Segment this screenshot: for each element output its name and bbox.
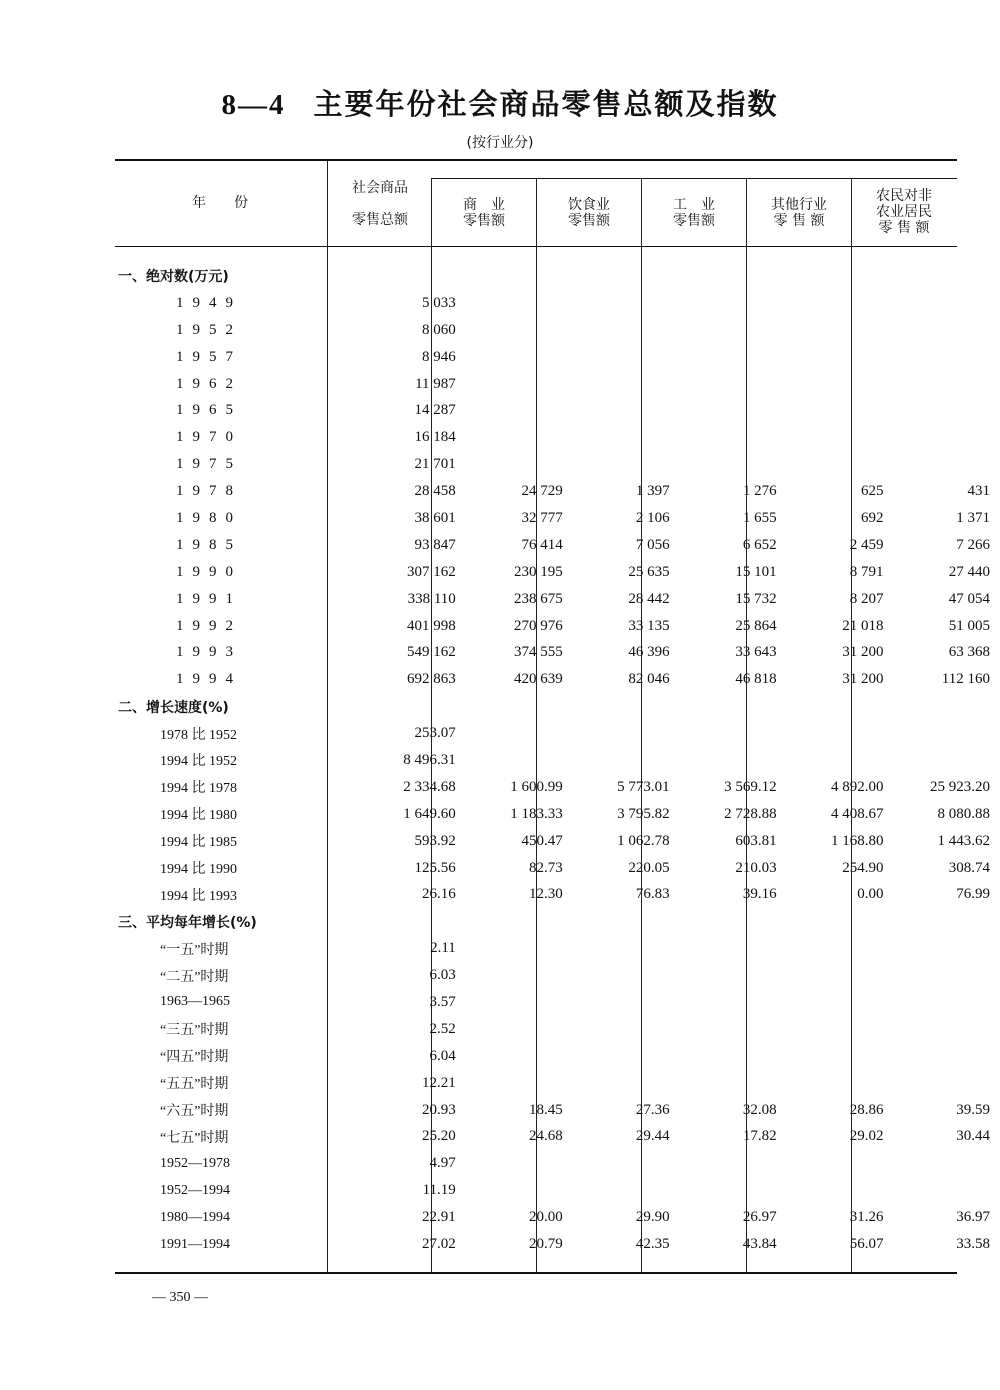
- cell-value: [680, 290, 787, 317]
- table-row: [118, 1177, 1000, 1204]
- cell-value: 593.92: [414, 832, 456, 849]
- cell-value: [573, 397, 680, 424]
- cell-value: 6.04: [429, 1047, 456, 1064]
- cell-value: 5 773.01: [617, 778, 670, 795]
- row-label: “一五”时期: [160, 942, 229, 958]
- cell-value: [680, 397, 787, 424]
- row-label: 1994 比 1952: [160, 754, 237, 770]
- cell-value: 692: [861, 509, 884, 526]
- cell-value: 29.02: [849, 1128, 884, 1145]
- cell-value: 7 266: [956, 536, 990, 553]
- cell-value: 46 396: [628, 644, 670, 661]
- cell-value: [466, 344, 573, 371]
- row-label: 1994 比 1980: [160, 808, 237, 824]
- table-row: [118, 1231, 1000, 1258]
- cell-value: 24 729: [521, 483, 563, 500]
- cell-value: 7 056: [635, 536, 670, 553]
- cell-value: 28 442: [628, 590, 670, 607]
- cell-value: 420 639: [513, 671, 563, 688]
- row-label: 1992: [176, 617, 242, 634]
- row-label: 1990: [176, 563, 242, 580]
- cell-value: [466, 1043, 573, 1070]
- cell-value: [894, 344, 1000, 371]
- cell-value: 112 160: [941, 671, 990, 688]
- cell-value: [680, 451, 787, 478]
- cell-value: [787, 290, 894, 317]
- row-label: 1980: [176, 509, 242, 526]
- cell-value: [573, 317, 680, 344]
- cell-value: [466, 397, 573, 424]
- cell-value: [680, 1177, 787, 1204]
- cell-value: 21 701: [414, 456, 456, 473]
- section-row: [118, 693, 1000, 720]
- cell-value: 93 847: [414, 536, 456, 553]
- cell-value: [894, 1150, 1000, 1177]
- cell-value: [573, 424, 680, 451]
- section-heading: 一、绝对数(万元): [118, 269, 229, 286]
- cell-value: [787, 317, 894, 344]
- cell-value: 24.68: [528, 1128, 563, 1145]
- row-label: “五五”时期: [160, 1077, 229, 1093]
- row-label: “三五”时期: [160, 1023, 229, 1039]
- cell-value: [787, 720, 894, 747]
- cell-value: 36.97: [956, 1209, 990, 1226]
- cell-value: 1 649.60: [403, 805, 456, 822]
- table-row: [118, 424, 1000, 451]
- cell-value: 210.03: [735, 859, 777, 876]
- cell-value: 28.86: [849, 1101, 884, 1118]
- row-label: 1991—1994: [160, 1236, 230, 1252]
- cell-value: [680, 720, 787, 747]
- cell-value: [573, 720, 680, 747]
- cell-value: 29.44: [635, 1128, 670, 1145]
- cell-value: 22.91: [422, 1209, 456, 1226]
- row-label: 1994 比 1978: [160, 781, 237, 797]
- row-label: “七五”时期: [160, 1130, 229, 1146]
- cell-value: [894, 720, 1000, 747]
- cell-value: 31 200: [842, 671, 884, 688]
- row-label: 1962: [176, 375, 242, 392]
- cell-value: 374 555: [513, 644, 563, 661]
- cell-value: [466, 989, 573, 1016]
- cell-value: 20.93: [422, 1101, 456, 1118]
- cell-value: 12.21: [422, 1074, 456, 1091]
- row-label: 1952—1978: [160, 1155, 230, 1171]
- cell-value: 30.44: [956, 1128, 990, 1145]
- table-row: [118, 855, 1000, 882]
- table-row: [118, 828, 1000, 855]
- cell-value: 338 110: [407, 590, 456, 607]
- cell-value: [787, 962, 894, 989]
- cell-value: 42.35: [635, 1236, 670, 1252]
- bottom-rule: [115, 1272, 957, 1274]
- cell-value: 46 818: [735, 671, 777, 688]
- cell-value: [466, 1016, 573, 1043]
- cell-value: 82 046: [628, 671, 670, 688]
- cell-value: [573, 747, 680, 774]
- table-row: [118, 451, 1000, 478]
- cell-value: 2 459: [849, 536, 884, 553]
- cell-value: [573, 344, 680, 371]
- cell-value: 4 892.00: [831, 778, 884, 795]
- cell-value: [680, 989, 787, 1016]
- cell-value: 27 440: [948, 563, 990, 580]
- cell-value: 2 106: [635, 509, 670, 526]
- cell-value: 1 168.80: [831, 832, 884, 849]
- cell-value: 32.08: [742, 1101, 777, 1118]
- cell-value: 20.79: [528, 1236, 563, 1252]
- cell-value: 15 101: [735, 563, 777, 580]
- cell-value: [894, 371, 1000, 398]
- cell-value: 6 652: [742, 536, 777, 553]
- cell-value: [894, 1070, 1000, 1097]
- section-heading: 三、平均每年增长(%): [118, 914, 257, 931]
- cell-value: 1 600.99: [510, 778, 563, 795]
- header-total: 社会商品 零售总额: [352, 180, 408, 228]
- cell-value: [787, 397, 894, 424]
- cell-value: [894, 1177, 1000, 1204]
- cell-value: [894, 962, 1000, 989]
- section-row: [118, 908, 1000, 935]
- cell-value: [466, 935, 573, 962]
- cell-value: 33 135: [628, 617, 670, 634]
- cell-value: 26.97: [742, 1209, 777, 1226]
- section-heading: 二、增长速度(%): [118, 699, 229, 716]
- header-farmers: 农民对非 农业居民 零 售 额: [876, 188, 932, 236]
- cell-value: 2 334.68: [403, 778, 456, 795]
- table-title: 主要年份社会商品零售总额及指数: [313, 87, 779, 121]
- cell-value: [466, 1150, 573, 1177]
- table-row: [118, 290, 1000, 317]
- cell-value: 18.45: [528, 1101, 563, 1118]
- cell-value: 15 732: [735, 590, 777, 607]
- cell-value: [680, 962, 787, 989]
- cell-value: [466, 1070, 573, 1097]
- cell-value: 20.00: [528, 1209, 563, 1226]
- cell-value: 270 976: [513, 617, 563, 634]
- cell-value: 307 162: [407, 563, 456, 580]
- cell-value: 3 569.12: [724, 778, 777, 795]
- table-row: [118, 613, 1000, 640]
- row-label: “二五”时期: [160, 969, 229, 985]
- cell-value: 11 987: [415, 375, 456, 392]
- cell-value: 8 080.88: [937, 805, 990, 822]
- cell-value: [894, 747, 1000, 774]
- header-commerce: 商 业 零售额: [463, 197, 505, 229]
- table-row: [118, 586, 1000, 613]
- cell-value: [787, 989, 894, 1016]
- cell-value: 6.03: [429, 967, 456, 984]
- cell-value: [680, 935, 787, 962]
- cell-value: [787, 451, 894, 478]
- cell-value: 625: [861, 483, 884, 500]
- page-title: [0, 82, 1000, 123]
- cell-value: [894, 451, 1000, 478]
- table-row: [118, 397, 1000, 424]
- cell-value: [573, 451, 680, 478]
- row-label: 1994 比 1985: [160, 835, 237, 851]
- cell-value: [787, 1070, 894, 1097]
- cell-value: [680, 1150, 787, 1177]
- cell-value: 125.56: [414, 859, 456, 876]
- cell-value: 25 923.20: [930, 778, 990, 795]
- cell-value: [573, 1043, 680, 1070]
- cell-value: 17.82: [742, 1128, 777, 1145]
- row-label: 1993: [176, 644, 242, 661]
- table-row: [118, 639, 1000, 666]
- cell-value: 8 496.31: [403, 751, 456, 768]
- page-number: — 350 —: [152, 1290, 208, 1305]
- cell-value: [466, 290, 573, 317]
- cell-value: [894, 1016, 1000, 1043]
- cell-value: 33.58: [956, 1236, 990, 1252]
- row-label: 1991: [176, 590, 242, 607]
- cell-value: [680, 317, 787, 344]
- row-label: 1994 比 1990: [160, 862, 237, 878]
- cell-value: 8 791: [849, 563, 884, 580]
- cell-value: 450.47: [521, 832, 563, 849]
- cell-value: 32 777: [521, 509, 563, 526]
- cell-value: 308.74: [948, 859, 990, 876]
- cell-value: 1 655: [742, 509, 777, 526]
- cell-value: [573, 371, 680, 398]
- cell-value: [573, 935, 680, 962]
- table-row: [118, 801, 1000, 828]
- header-year: 年 份: [192, 195, 248, 211]
- cell-value: 33 643: [735, 644, 777, 661]
- cell-value: 4.97: [429, 1155, 456, 1172]
- cell-value: [787, 747, 894, 774]
- cell-value: 47 054: [948, 590, 990, 607]
- cell-value: [573, 1177, 680, 1204]
- table-row: [118, 559, 1000, 586]
- top-rule: [115, 159, 957, 161]
- cell-value: 692 863: [407, 671, 456, 688]
- table-row: [118, 720, 1000, 747]
- cell-value: 1 397: [635, 483, 670, 500]
- table-row: [118, 1043, 1000, 1070]
- table-row: [118, 344, 1000, 371]
- cell-value: 254.90: [842, 859, 884, 876]
- cell-value: 8 060: [422, 321, 456, 338]
- cell-value: 220.05: [628, 859, 670, 876]
- cell-value: 39.16: [742, 886, 777, 903]
- table-row: [118, 962, 1000, 989]
- cell-value: [573, 1016, 680, 1043]
- row-label: “四五”时期: [160, 1050, 229, 1066]
- cell-value: 25.20: [422, 1128, 456, 1145]
- cell-value: 2.11: [430, 940, 456, 957]
- cell-value: [573, 1150, 680, 1177]
- table-row: [118, 1097, 1000, 1124]
- table-row: [118, 881, 1000, 908]
- cell-value: 401 998: [407, 617, 456, 634]
- cell-value: [680, 1070, 787, 1097]
- cell-value: 82.73: [528, 859, 563, 876]
- row-label: 1952: [176, 321, 242, 338]
- cell-value: 56.07: [849, 1236, 884, 1252]
- cell-value: 1 062.78: [617, 832, 670, 849]
- table-row: [118, 317, 1000, 344]
- cell-value: [787, 1016, 894, 1043]
- cell-value: [787, 1177, 894, 1204]
- cell-value: [787, 1150, 894, 1177]
- table-row: [118, 989, 1000, 1016]
- row-label: 1980—1994: [160, 1209, 230, 1225]
- header-industry: 工 业 零售额: [673, 197, 715, 229]
- cell-value: [787, 1043, 894, 1070]
- row-label: 1975: [176, 456, 242, 473]
- cell-value: 25 635: [628, 563, 670, 580]
- cell-value: [466, 317, 573, 344]
- cell-value: 2.52: [429, 1020, 456, 1037]
- row-label: 1985: [176, 536, 242, 553]
- row-label: 1952—1994: [160, 1182, 230, 1198]
- cell-value: 76.83: [635, 886, 670, 903]
- row-label: 1978: [176, 483, 242, 500]
- section-row: [118, 263, 1000, 290]
- cell-value: 27.36: [635, 1101, 670, 1118]
- table-row: [118, 505, 1000, 532]
- cell-value: [573, 290, 680, 317]
- table-number: 8—4: [221, 89, 286, 121]
- cell-value: 230 195: [513, 563, 563, 580]
- cell-value: [787, 344, 894, 371]
- cell-value: 2 728.88: [724, 805, 777, 822]
- cell-value: 11.19: [422, 1182, 456, 1199]
- table-row: [118, 371, 1000, 398]
- cell-value: [894, 989, 1000, 1016]
- subtitle: (按行业分): [466, 135, 534, 151]
- cell-value: [573, 989, 680, 1016]
- cell-value: 27.02: [422, 1236, 456, 1252]
- cell-value: 1 371: [956, 509, 990, 526]
- cell-value: 1 276: [742, 483, 777, 500]
- cell-value: 238 675: [513, 590, 563, 607]
- cell-value: 549 162: [407, 644, 456, 661]
- table-row: [118, 747, 1000, 774]
- cell-value: 5 033: [422, 294, 456, 311]
- cell-value: 1 443.62: [937, 832, 990, 849]
- cell-value: [894, 1043, 1000, 1070]
- table-row: [118, 666, 1000, 693]
- cell-value: [466, 747, 573, 774]
- cell-value: 3 795.82: [617, 805, 670, 822]
- cell-value: 39.59: [956, 1101, 990, 1118]
- cell-value: 26.16: [422, 886, 456, 903]
- cell-value: 25 864: [735, 617, 777, 634]
- cell-value: [573, 1070, 680, 1097]
- cell-value: [680, 1016, 787, 1043]
- row-label: 1978 比 1952: [160, 727, 237, 743]
- cell-value: [466, 962, 573, 989]
- cell-value: [787, 424, 894, 451]
- cell-value: 253.07: [414, 725, 456, 742]
- table-row: [118, 532, 1000, 559]
- cell-value: 31 200: [842, 644, 884, 661]
- cell-value: 12.30: [528, 886, 563, 903]
- cell-value: [894, 935, 1000, 962]
- cell-value: 1 183.33: [510, 805, 563, 822]
- cell-value: [894, 317, 1000, 344]
- cell-value: [680, 371, 787, 398]
- cell-value: 29.90: [635, 1209, 670, 1226]
- cell-value: 0.00: [857, 886, 884, 903]
- cell-value: [894, 397, 1000, 424]
- table-row: [118, 1124, 1000, 1151]
- row-label: 1994 比 1993: [160, 888, 237, 904]
- row-label: 1965: [176, 402, 242, 419]
- cell-value: 4 408.67: [831, 805, 884, 822]
- cell-value: 76 414: [521, 536, 563, 553]
- table-row: [118, 774, 1000, 801]
- row-label: 1957: [176, 348, 242, 365]
- cell-value: [894, 290, 1000, 317]
- cell-value: 603.81: [735, 832, 777, 849]
- data-table: [118, 263, 1000, 1258]
- row-label: 1994: [176, 671, 242, 688]
- cell-value: 8 207: [849, 590, 884, 607]
- cell-value: 51 005: [948, 617, 990, 634]
- cell-value: 43.84: [742, 1236, 777, 1252]
- cell-value: [787, 935, 894, 962]
- table-row: [118, 1070, 1000, 1097]
- cell-value: 63 368: [948, 644, 990, 661]
- cell-value: 28 458: [414, 483, 456, 500]
- cell-value: 38 601: [414, 509, 456, 526]
- table-row: [118, 1150, 1000, 1177]
- row-label: “六五”时期: [160, 1104, 229, 1120]
- row-label: 1949: [176, 294, 242, 311]
- cell-value: 14 287: [414, 402, 456, 419]
- cell-value: [894, 424, 1000, 451]
- cell-value: 31.26: [849, 1209, 884, 1226]
- cell-value: [573, 962, 680, 989]
- header-other: 其他行业 零 售 额: [771, 197, 827, 229]
- cell-value: 16 184: [414, 429, 456, 446]
- header-catering: 饮食业 零售额: [568, 197, 610, 229]
- cell-value: 8 946: [422, 348, 456, 365]
- table-row: [118, 935, 1000, 962]
- cell-value: [680, 747, 787, 774]
- cell-value: 3.57: [429, 993, 456, 1010]
- cell-value: 431: [967, 483, 990, 500]
- cell-value: [680, 1043, 787, 1070]
- cell-value: 76.99: [956, 886, 990, 903]
- table-row: [118, 478, 1000, 505]
- cell-value: [466, 424, 573, 451]
- cell-value: [680, 424, 787, 451]
- table-row: [118, 1016, 1000, 1043]
- cell-value: [787, 371, 894, 398]
- subheader-rule: [431, 178, 957, 179]
- cell-value: 21 018: [842, 617, 884, 634]
- table-row: [118, 1204, 1000, 1231]
- cell-value: [466, 720, 573, 747]
- cell-value: [466, 451, 573, 478]
- cell-value: [680, 344, 787, 371]
- row-label: 1963—1965: [160, 994, 230, 1010]
- cell-value: [466, 371, 573, 398]
- cell-value: [466, 1177, 573, 1204]
- row-label: 1970: [176, 429, 242, 446]
